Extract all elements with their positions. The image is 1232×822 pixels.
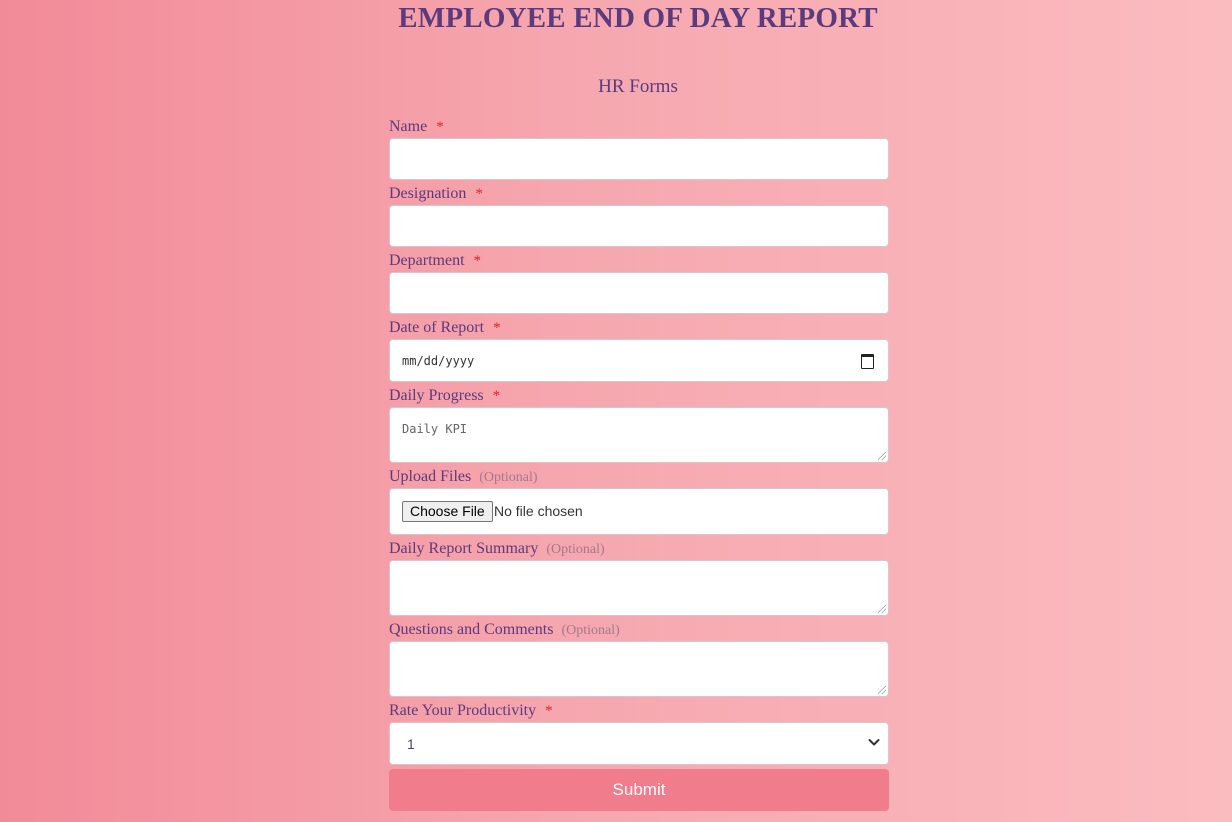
required-marker: * [492,388,501,404]
page-title: EMPLOYEE END OF DAY REPORT [398,2,878,34]
required-marker: * [493,320,501,336]
required-marker: * [545,703,553,719]
designation-field-group [389,184,889,247]
file-upload-field [389,488,889,535]
rating-field-group [389,701,889,765]
resize-handle-icon[interactable] [878,605,886,613]
required-marker: * [475,186,483,202]
summary-field-group [389,539,889,616]
summary-label: Daily Report Summary (Optional) [389,540,605,557]
select-value: 1 [407,736,415,752]
required-marker: * [473,253,482,269]
progress-field-group [389,386,889,463]
optional-marker: (Optional) [561,623,620,638]
date-field-group [389,318,889,382]
comments-textarea[interactable] [389,641,889,697]
name-field-group [389,117,889,180]
comments-field-group [389,620,889,697]
rating-label: Rate Your Productivity * [389,702,553,719]
choose-file-button[interactable]: Choose File [402,501,493,522]
upload-field-group [389,467,889,535]
date-label: Date of Report * [389,319,501,336]
chevron-down-icon [866,734,882,750]
calendar-icon[interactable] [861,354,874,369]
department-field-group [389,251,889,314]
summary-textarea[interactable] [389,560,889,616]
upload-label: Upload Files (Optional) [389,468,538,485]
designation-label: Designation * [389,185,483,202]
resize-handle-icon[interactable] [878,452,886,460]
daily-progress-textarea[interactable] [389,407,889,463]
comments-label: Questions and Comments (Optional) [389,621,620,638]
eod-report-form [389,117,889,811]
resize-handle-icon[interactable] [878,686,886,694]
designation-input[interactable] [389,205,889,247]
productivity-select[interactable] [389,722,889,765]
name-label: Name * [389,118,444,135]
file-status-text: No file chosen [494,503,583,519]
department-input[interactable] [389,272,889,314]
name-input[interactable] [389,138,889,180]
progress-placeholder: Daily KPI [402,422,468,436]
required-marker: * [436,119,444,135]
submit-button[interactable]: Submit [389,769,889,811]
progress-label: Daily Progress * [389,387,501,404]
date-input[interactable] [389,339,889,382]
page-subtitle: HR Forms [598,76,678,97]
department-label: Department * [389,252,482,269]
date-placeholder: mm/dd/yyyy [402,354,475,368]
optional-marker: (Optional) [546,542,605,557]
optional-marker: (Optional) [479,470,538,485]
